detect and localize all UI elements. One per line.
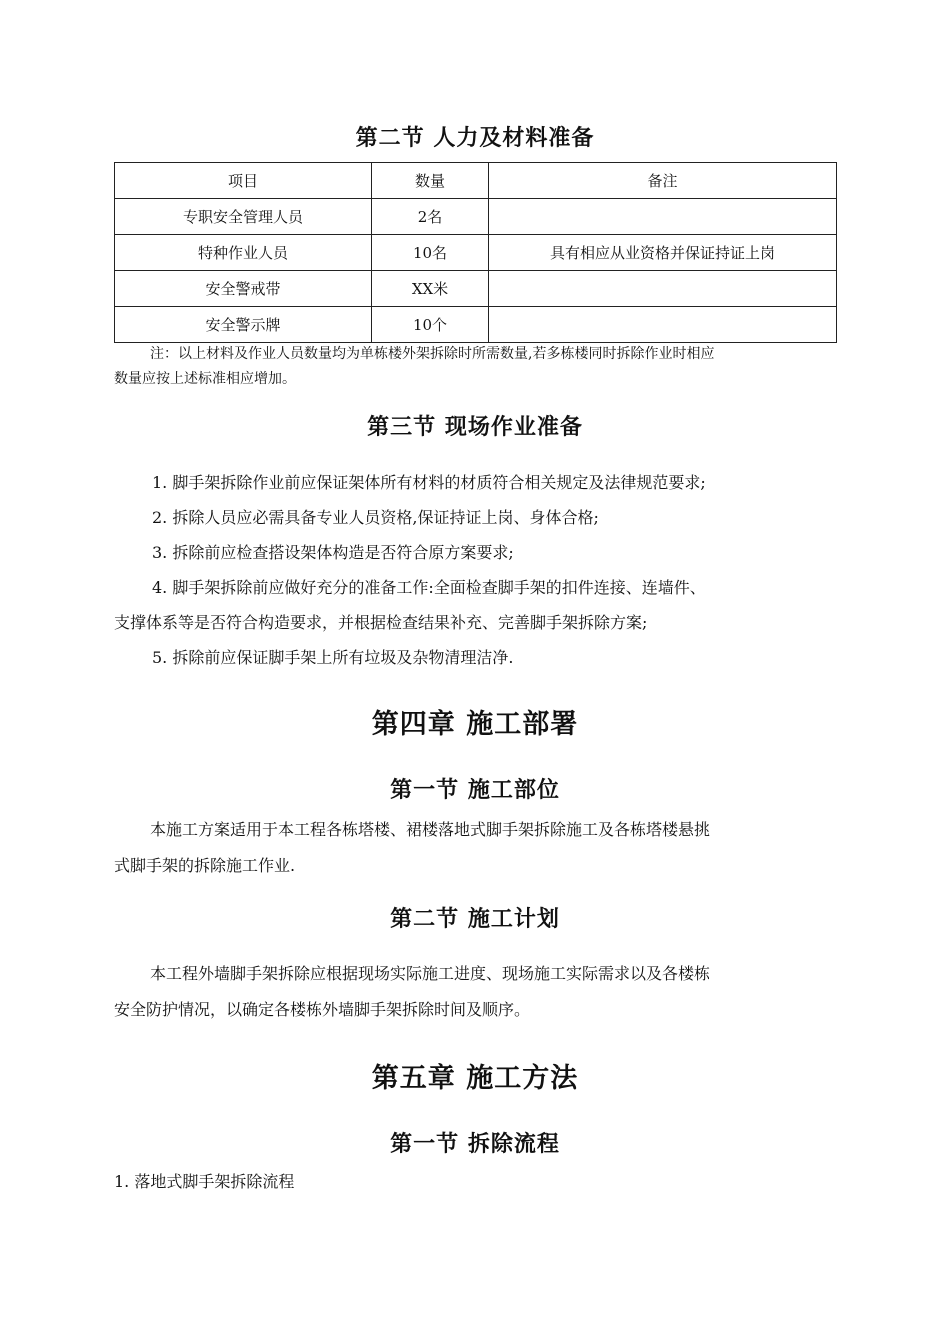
- table-cell: XX米: [372, 271, 489, 307]
- paragraph-line: 安全防护情况，以确定各楼栋外墙脚手架拆除时间及顺序。: [114, 1000, 531, 1019]
- table-row: [115, 235, 837, 271]
- list-item: 1. 脚手架拆除作业前应保证架体所有材料的材质符合相关规定及法律规范要求;: [152, 473, 706, 492]
- table-cell: 10个: [372, 307, 489, 343]
- table-header-row: [115, 163, 837, 199]
- table-header-cell: 项目: [115, 163, 372, 199]
- section-2-title: 第二节 人力及材料准备: [355, 126, 595, 151]
- chapter-5-section-1-title: 第一节 拆除流程: [390, 1132, 560, 1157]
- table-cell: 安全警示牌: [115, 307, 372, 343]
- chapter-4-title: 第四章 施工部署: [371, 709, 579, 740]
- chapter-5-title: 第五章 施工方法: [371, 1063, 579, 1094]
- chapter-4-section-1-title: 第一节 施工部位: [390, 778, 560, 803]
- table-cell: 特种作业人员: [115, 235, 372, 271]
- list-item: 5. 拆除前应保证脚手架上所有垃圾及杂物清理洁净.: [152, 648, 514, 667]
- paragraph-line: 式脚手架的拆除施工作业.: [114, 856, 296, 875]
- table-header-cell: 数量: [372, 163, 489, 199]
- table-cell: [489, 199, 837, 235]
- paragraph-line: 本工程外墙脚手架拆除应根据现场实际施工进度、现场施工实际需求以及各楼栋: [150, 964, 711, 983]
- table-cell: [489, 307, 837, 343]
- table-cell: 10名: [372, 235, 489, 271]
- table-row: [115, 307, 837, 343]
- materials-table: [114, 162, 837, 343]
- chapter-4-section-2-title: 第二节 施工计划: [390, 907, 560, 932]
- list-item: 3. 拆除前应检查搭设架体构造是否符合原方案要求;: [152, 543, 514, 562]
- table-cell: 安全警戒带: [115, 271, 372, 307]
- table-header-cell: 备注: [489, 163, 837, 199]
- table-row: [115, 199, 837, 235]
- table-note-line: 注：以上材料及作业人员数量均为单栋楼外架拆除时所需数量,若多栋楼同时拆除作业时相应: [150, 346, 715, 362]
- table-note-line: 数量应按上述标准相应增加。: [114, 371, 296, 387]
- table-cell: 2名: [372, 199, 489, 235]
- table-cell: [489, 271, 837, 307]
- table-cell: 专职安全管理人员: [115, 199, 372, 235]
- table-row: [115, 271, 837, 307]
- table-cell: 具有相应从业资格并保证持证上岗: [489, 235, 837, 271]
- list-item: 1. 落地式脚手架拆除流程: [114, 1172, 295, 1191]
- list-item-continuation: 支撑体系等是否符合构造要求，并根据检查结果补充、完善脚手架拆除方案;: [114, 613, 648, 632]
- section-3-title: 第三节 现场作业准备: [367, 415, 583, 440]
- list-item: 4. 脚手架拆除前应做好充分的准备工作:全面检查脚手架的扣件连接、连墙件、: [152, 578, 706, 597]
- paragraph-line: 本施工方案适用于本工程各栋塔楼、裙楼落地式脚手架拆除施工及各栋塔楼悬挑: [150, 820, 711, 839]
- list-item: 2. 拆除人员应必需具备专业人员资格,保证持证上岗、身体合格;: [152, 508, 599, 527]
